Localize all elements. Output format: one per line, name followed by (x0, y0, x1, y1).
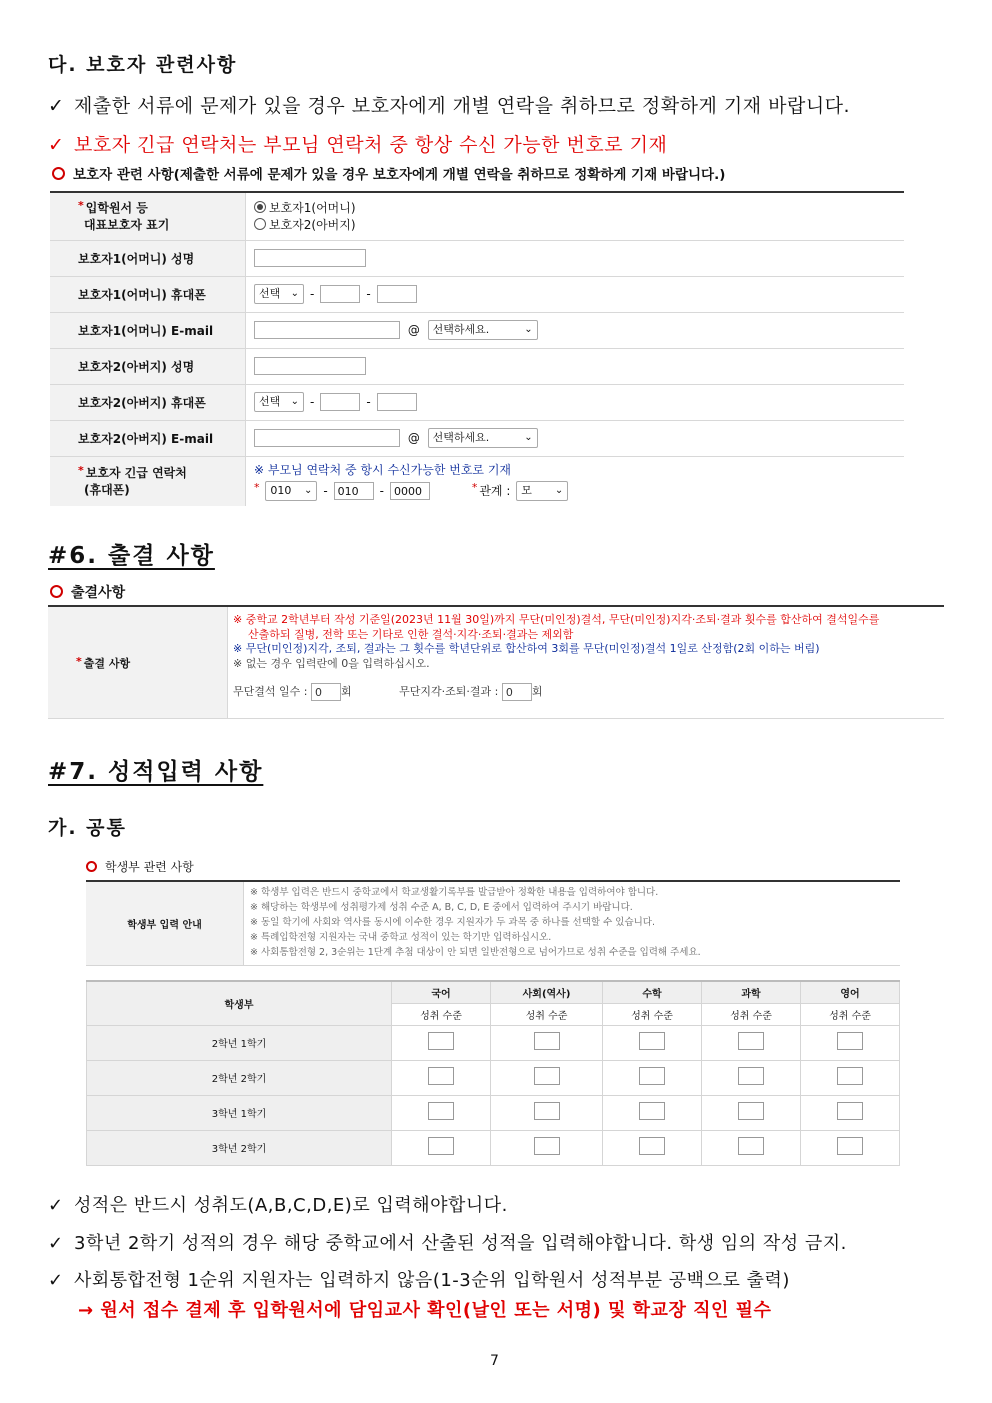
grade-input[interactable] (534, 1067, 560, 1085)
check-icon: ✓ (48, 95, 65, 117)
guardian-heading: 다. 보호자 관련사항 (48, 54, 238, 76)
g1-name-input[interactable] (254, 249, 366, 267)
grades-table (86, 980, 900, 1166)
g1-email-label: 보호자1(어머니) E-mail (50, 312, 246, 348)
relation-select[interactable]: 모 ⌄ (516, 481, 568, 501)
subject-social: 사회(역사) (490, 981, 602, 1003)
g2-phone-mid-input[interactable] (320, 393, 360, 411)
grade-input[interactable] (639, 1032, 665, 1050)
attendance-note-3: ※ 없는 경우 입력란에 0을 입력하십시오. (233, 656, 430, 670)
chevron-down-icon: ⌄ (524, 432, 533, 443)
emergency-p2-input[interactable]: 010 (334, 482, 374, 500)
check-icon: ✓ (48, 134, 65, 156)
grade-input[interactable] (639, 1137, 665, 1155)
attendance-label: * 출결 사항 (48, 606, 228, 719)
guardian-note-1: ✓ 제출한 서류에 문제가 있을 경우 보호자에게 개별 연락을 취하므로 정확하게 기재 바랍니다. (48, 95, 851, 117)
level-header: 성취 수준 (702, 1003, 801, 1025)
grade-input[interactable] (428, 1137, 454, 1155)
level-header: 성취 수준 (392, 1003, 491, 1025)
table-row (87, 1130, 900, 1165)
records-guide-table (86, 880, 900, 966)
grade-input[interactable] (738, 1102, 764, 1120)
table-row (87, 1095, 900, 1130)
records-guide-3: ※ 동일 학기에 사회와 역사를 동시에 이수한 경우 지원자가 두 과목 중 하나를 선택할 수 있습니다. (250, 917, 656, 928)
absence-label: 무단결석 일수 : (233, 685, 308, 698)
rep-option-mother[interactable]: 보호자1(어머니) (254, 199, 903, 216)
grade-input[interactable] (837, 1067, 863, 1085)
late-unit: 회 (531, 685, 543, 698)
circle-bullet-icon (86, 861, 97, 872)
check-icon: ✓ (48, 1270, 64, 1291)
emergency-p1-select[interactable]: 010 ⌄ (265, 481, 317, 501)
attendance-note-1: ※ 중학교 2학년부터 작성 기준일(2023년 11월 30일)까지 무단(미인정)결석, 무단(미인정)지각·조퇴·결과 횟수를 합산하여 결석일수를 (233, 613, 880, 626)
g1-phone-prefix-select[interactable]: 선택 ⌄ (254, 284, 304, 304)
guardian-form-table: * 입학원서 등 대표보호자 표기 보호자1(어머니) 보호자2(아버지) 보호자1(어머니) 성명 보호자1(어머니) 휴대폰 선택 ⌄ - - 보호자1(어머니) E-mail @ 선택하세요. ⌄ 보호자2(아버지) 성명 보호자2(아버지) 휴대폰 선택 ⌄ - - 보호자2(아버지) E-mail @ 선택하세요. ⌄ * 보호자 긴급 연락처 (휴대폰) ※ 부모님 연락처 중 항시 수신가능한 번호로 기재 * 010 ⌄ - 010 - 0000 * 관계 : 모 ⌄ (50, 191, 904, 506)
g1-email-domain-select[interactable]: 선택하세요. ⌄ (428, 320, 538, 340)
rep-guardian-label: * 입학원서 등 대표보호자 표기 (50, 192, 246, 240)
grade-input[interactable] (837, 1032, 863, 1050)
grade-input[interactable] (639, 1067, 665, 1085)
attendance-table (48, 605, 944, 719)
g1-phone-label: 보호자1(어머니) 휴대폰 (50, 276, 246, 312)
g1-phone-last-input[interactable] (377, 285, 417, 303)
chevron-down-icon: ⌄ (290, 288, 299, 299)
chevron-down-icon: ⌄ (554, 485, 564, 497)
semester-label: 2학년 2학기 (87, 1060, 392, 1095)
chevron-down-icon: ⌄ (290, 396, 299, 407)
grade-input[interactable] (837, 1137, 863, 1155)
level-header: 성취 수준 (801, 1003, 900, 1025)
final-warning: → 원서 접수 결제 후 입학원서에 담임교사 확인(날인 또는 서명) 및 학교장 직인 필수 (78, 1300, 772, 1321)
circle-bullet-icon (50, 585, 63, 598)
emergency-p3-input[interactable]: 0000 (390, 482, 430, 500)
radio-selected-icon[interactable] (254, 201, 266, 213)
attendance-note-1b: 산출하되 질병, 전학 또는 기타로 인한 결석·지각·조퇴·결과는 제외함 (248, 627, 574, 641)
attendance-form-title: 출결사항 (50, 582, 125, 602)
final-note-3: ✓ 사회통합전형 1순위 지원자는 입력하지 않음(1-3순위 입학원서 성적부분 공백으로 출력) (48, 1270, 790, 1291)
late-label: 무단지각·조퇴·결과 : (399, 685, 499, 698)
g2-name-input[interactable] (254, 357, 366, 375)
late-input[interactable]: 0 (502, 683, 532, 701)
check-icon: ✓ (48, 1195, 64, 1216)
grade-input[interactable] (534, 1032, 560, 1050)
g2-phone-last-input[interactable] (377, 393, 417, 411)
table-row (87, 1060, 900, 1095)
rep-option-father[interactable]: 보호자2(아버지) (254, 216, 903, 233)
chevron-down-icon: ⌄ (303, 485, 313, 497)
level-header: 성취 수준 (603, 1003, 702, 1025)
grade-input[interactable] (639, 1102, 665, 1120)
subject-english: 영어 (801, 981, 900, 1003)
absence-input[interactable]: 0 (311, 683, 341, 701)
common-heading: 가. 공통 (48, 817, 127, 839)
g2-email-domain-select[interactable]: 선택하세요. ⌄ (428, 428, 538, 448)
records-guide-label: 학생부 입력 안내 (86, 881, 244, 966)
relation-label: 관계 : (479, 483, 511, 498)
attendance-heading: #6. 출결 사항 (48, 543, 215, 569)
subject-math: 수학 (603, 981, 702, 1003)
g1-name-label: 보호자1(어머니) 성명 (50, 240, 246, 276)
emergency-note: ※ 부모님 연락처 중 항시 수신가능한 번호로 기재 (254, 463, 512, 478)
grade-input[interactable] (738, 1137, 764, 1155)
grade-input[interactable] (534, 1102, 560, 1120)
grade-input[interactable] (428, 1102, 454, 1120)
g1-phone-mid-input[interactable] (320, 285, 360, 303)
semester-label: 2학년 1학기 (87, 1025, 392, 1060)
final-note-1: ✓ 성적은 반드시 성취도(A,B,C,D,E)로 입력해야합니다. (48, 1195, 508, 1216)
g2-phone-prefix-select[interactable]: 선택 ⌄ (254, 392, 304, 412)
chevron-down-icon: ⌄ (524, 324, 533, 335)
records-form-title: 학생부 관련 사항 (86, 858, 194, 875)
guardian-note-2: ✓ 보호자 긴급 연락처는 부모님 연락처 중 항상 수신 가능한 번호로 기재 (48, 134, 668, 156)
at-sign: @ (407, 430, 420, 445)
grade-input[interactable] (534, 1137, 560, 1155)
grade-input[interactable] (428, 1032, 454, 1050)
grade-input[interactable] (738, 1067, 764, 1085)
semester-label: 3학년 1학기 (87, 1095, 392, 1130)
g1-email-input[interactable] (254, 321, 400, 339)
g2-email-input[interactable] (254, 429, 400, 447)
grades-row-header: 학생부 (87, 981, 392, 1025)
attendance-note-2: ※ 무단(미인정)지각, 조퇴, 결과는 그 횟수를 학년단위로 합산하여 3회를 무단(미인정)결석 1일로 산정함(2회 이하는 버림) (233, 642, 820, 655)
absence-unit: 회 (340, 685, 352, 698)
subject-science: 과학 (702, 981, 801, 1003)
grade-input[interactable] (738, 1032, 764, 1050)
grade-input[interactable] (837, 1102, 863, 1120)
guardian-form-title: 보호자 관련 사항(제출한 서류에 문제가 있을 경우 보호자에게 개별 연락을 취하므로 정확하게 기재 바랍니다.) (52, 163, 725, 183)
page-number: 7 (490, 1353, 499, 1369)
records-guide-1: ※ 학생부 입력은 반드시 중학교에서 학교생활기록부를 발급받아 정확한 내용을 입력하여야 합니다. (250, 887, 659, 898)
subject-korean: 국어 (392, 981, 491, 1003)
grade-input[interactable] (428, 1067, 454, 1085)
records-guide-4: ※ 특례입학전형 지원자는 국내 중학교 성적이 있는 학기만 입력하십시오. (250, 932, 552, 943)
emergency-label: * 보호자 긴급 연락처 (휴대폰) (50, 456, 246, 506)
records-guide-2: ※ 해당하는 학생부에 성취평가제 성취 수준 A, B, C, D, E 중에서 입력하여 주시기 바랍니다. (250, 902, 633, 913)
circle-bullet-icon (52, 167, 65, 180)
records-guide-5: ※ 사회통합전형 2, 3순위는 1단계 추첨 대상이 안 되면 일반전형으로 넘어가므로 성취 수준을 입력해 주세요. (250, 947, 701, 958)
check-icon: ✓ (48, 1233, 64, 1254)
level-header: 성취 수준 (490, 1003, 602, 1025)
g2-email-label: 보호자2(아버지) E-mail (50, 420, 246, 456)
semester-label: 3학년 2학기 (87, 1130, 392, 1165)
at-sign: @ (407, 322, 420, 337)
g2-phone-label: 보호자2(아버지) 휴대폰 (50, 384, 246, 420)
table-row (87, 1025, 900, 1060)
grades-heading: #7. 성적입력 사항 (48, 759, 264, 785)
g2-name-label: 보호자2(아버지) 성명 (50, 348, 246, 384)
final-note-2: ✓ 3학년 2학기 성적의 경우 해당 중학교에서 산출된 성적을 입력해야합니다. 학생 임의 작성 금지. (48, 1233, 847, 1254)
radio-icon[interactable] (254, 218, 266, 230)
